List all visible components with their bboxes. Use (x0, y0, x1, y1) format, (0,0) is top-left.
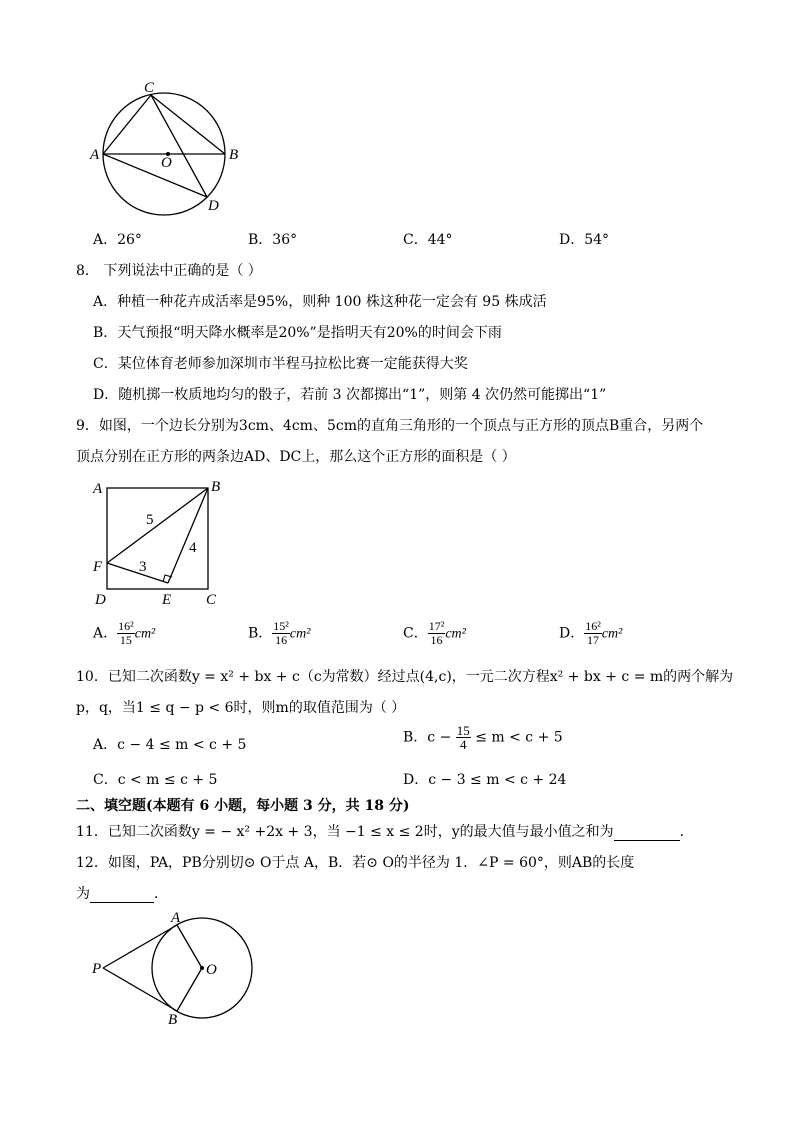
q8-option-b: B．天气预报“明天降水概率是20%”是指明天有20%的时间会下雨 (93, 325, 502, 341)
label-C: C (206, 592, 217, 608)
label-E: E (162, 592, 172, 608)
q9-option-c: C． $\frac{\text{17²}}{16}$ cm² (403, 619, 466, 647)
q8-option-d: D．随机掷一枚质地均匀的骰子，若前 3 次都掷出“1”，则第 4 次仍然可能掷出“1” (93, 387, 607, 403)
q10-line-2: p，q，当1 ≤ q − p < 6时，则m的取值范围为（ ） (76, 700, 406, 716)
section-heading: 二、填空题(本题有 6 小题，每小题 3 分，共 18 分) (76, 798, 410, 814)
q9-option-b: B． $\frac{\text{15²}}{16}$ cm² (248, 619, 311, 647)
label-P: P (92, 961, 102, 977)
label-B: B (211, 479, 221, 495)
label-O: O (206, 962, 217, 978)
side-3: 3 (139, 559, 147, 575)
label-A: A (171, 910, 181, 926)
q10-line-1: 10．已知二次函数y = x² + bx + c（c为常数）经过点(4,c)，一元二次方程x² + bx + c = m的两个解为 (76, 669, 734, 685)
side-5: 5 (146, 512, 154, 528)
label-B: B (168, 1012, 178, 1028)
q9-line-1: 9．如图，一个边长分别为3cm、4cm、5cm的直角三角形的一个顶点与正方形的顶点B重合，另两个 (76, 418, 704, 434)
q7-circle-figure (88, 78, 258, 218)
q9-option-d: D． $\frac{\text{16²}}{17}$ cm² (559, 619, 623, 647)
label-D: D (95, 592, 106, 608)
q8-option-a: A．种植一种花卉成活率是95%，则种 100 株这种花一定会有 95 株成活 (93, 294, 547, 310)
q11: 11．已知二次函数y = − x² +2x + 3，当 −1 ≤ x ≤ 2时，y的最大值与最小值之和为 ． (76, 824, 694, 840)
label-F: F (93, 559, 103, 575)
q9-square-figure (88, 474, 228, 614)
q11-answer-blank[interactable] (614, 826, 680, 841)
q7-option-b: B．36° (248, 232, 298, 248)
q12-answer-blank[interactable] (90, 888, 154, 903)
label-C: C (144, 80, 155, 96)
q8-option-c: C．某位体育老师参加深圳市半程马拉松比赛一定能获得大奖 (93, 356, 468, 372)
label-A: A (90, 147, 100, 163)
label-B: B (229, 147, 239, 163)
q7-option-c: C．44° (403, 232, 453, 248)
label-O: O (161, 155, 172, 171)
q7-option-a: A．26° (93, 232, 142, 248)
label-D: D (208, 198, 219, 214)
q9-option-a: A． $\frac{\text{16²}}{15}$ cm² (93, 619, 156, 647)
q8-stem: 8． 下列说法中正确的是（ ） (76, 263, 262, 279)
q12-line-2: 为 ． (76, 886, 168, 902)
side-4: 4 (189, 540, 197, 556)
q9-line-2: 顶点分别在正方形的两条边AD、DC上，那么这个正方形的面积是（ ） (76, 449, 516, 465)
label-A: A (93, 481, 103, 497)
q10-option-d: D．c − 3 ≤ m < c + 24 (403, 772, 567, 788)
q10-option-a: A．c − 4 ≤ m < c + 5 (93, 737, 247, 753)
q12-tangent-figure (88, 906, 263, 1031)
q10-option-c: C．c < m ≤ c + 5 (93, 772, 218, 788)
q12-line-1: 12．如图，PA，PB分别切⊙ O于点 A，B．若⊙ O的半径为 1．∠P = 60°，则AB的长度 (76, 855, 635, 871)
q7-option-d: D．54° (559, 232, 610, 248)
q10-option-b: B．c − $\frac{15}{4}$ ≤ m < c + 5 (403, 723, 563, 752)
